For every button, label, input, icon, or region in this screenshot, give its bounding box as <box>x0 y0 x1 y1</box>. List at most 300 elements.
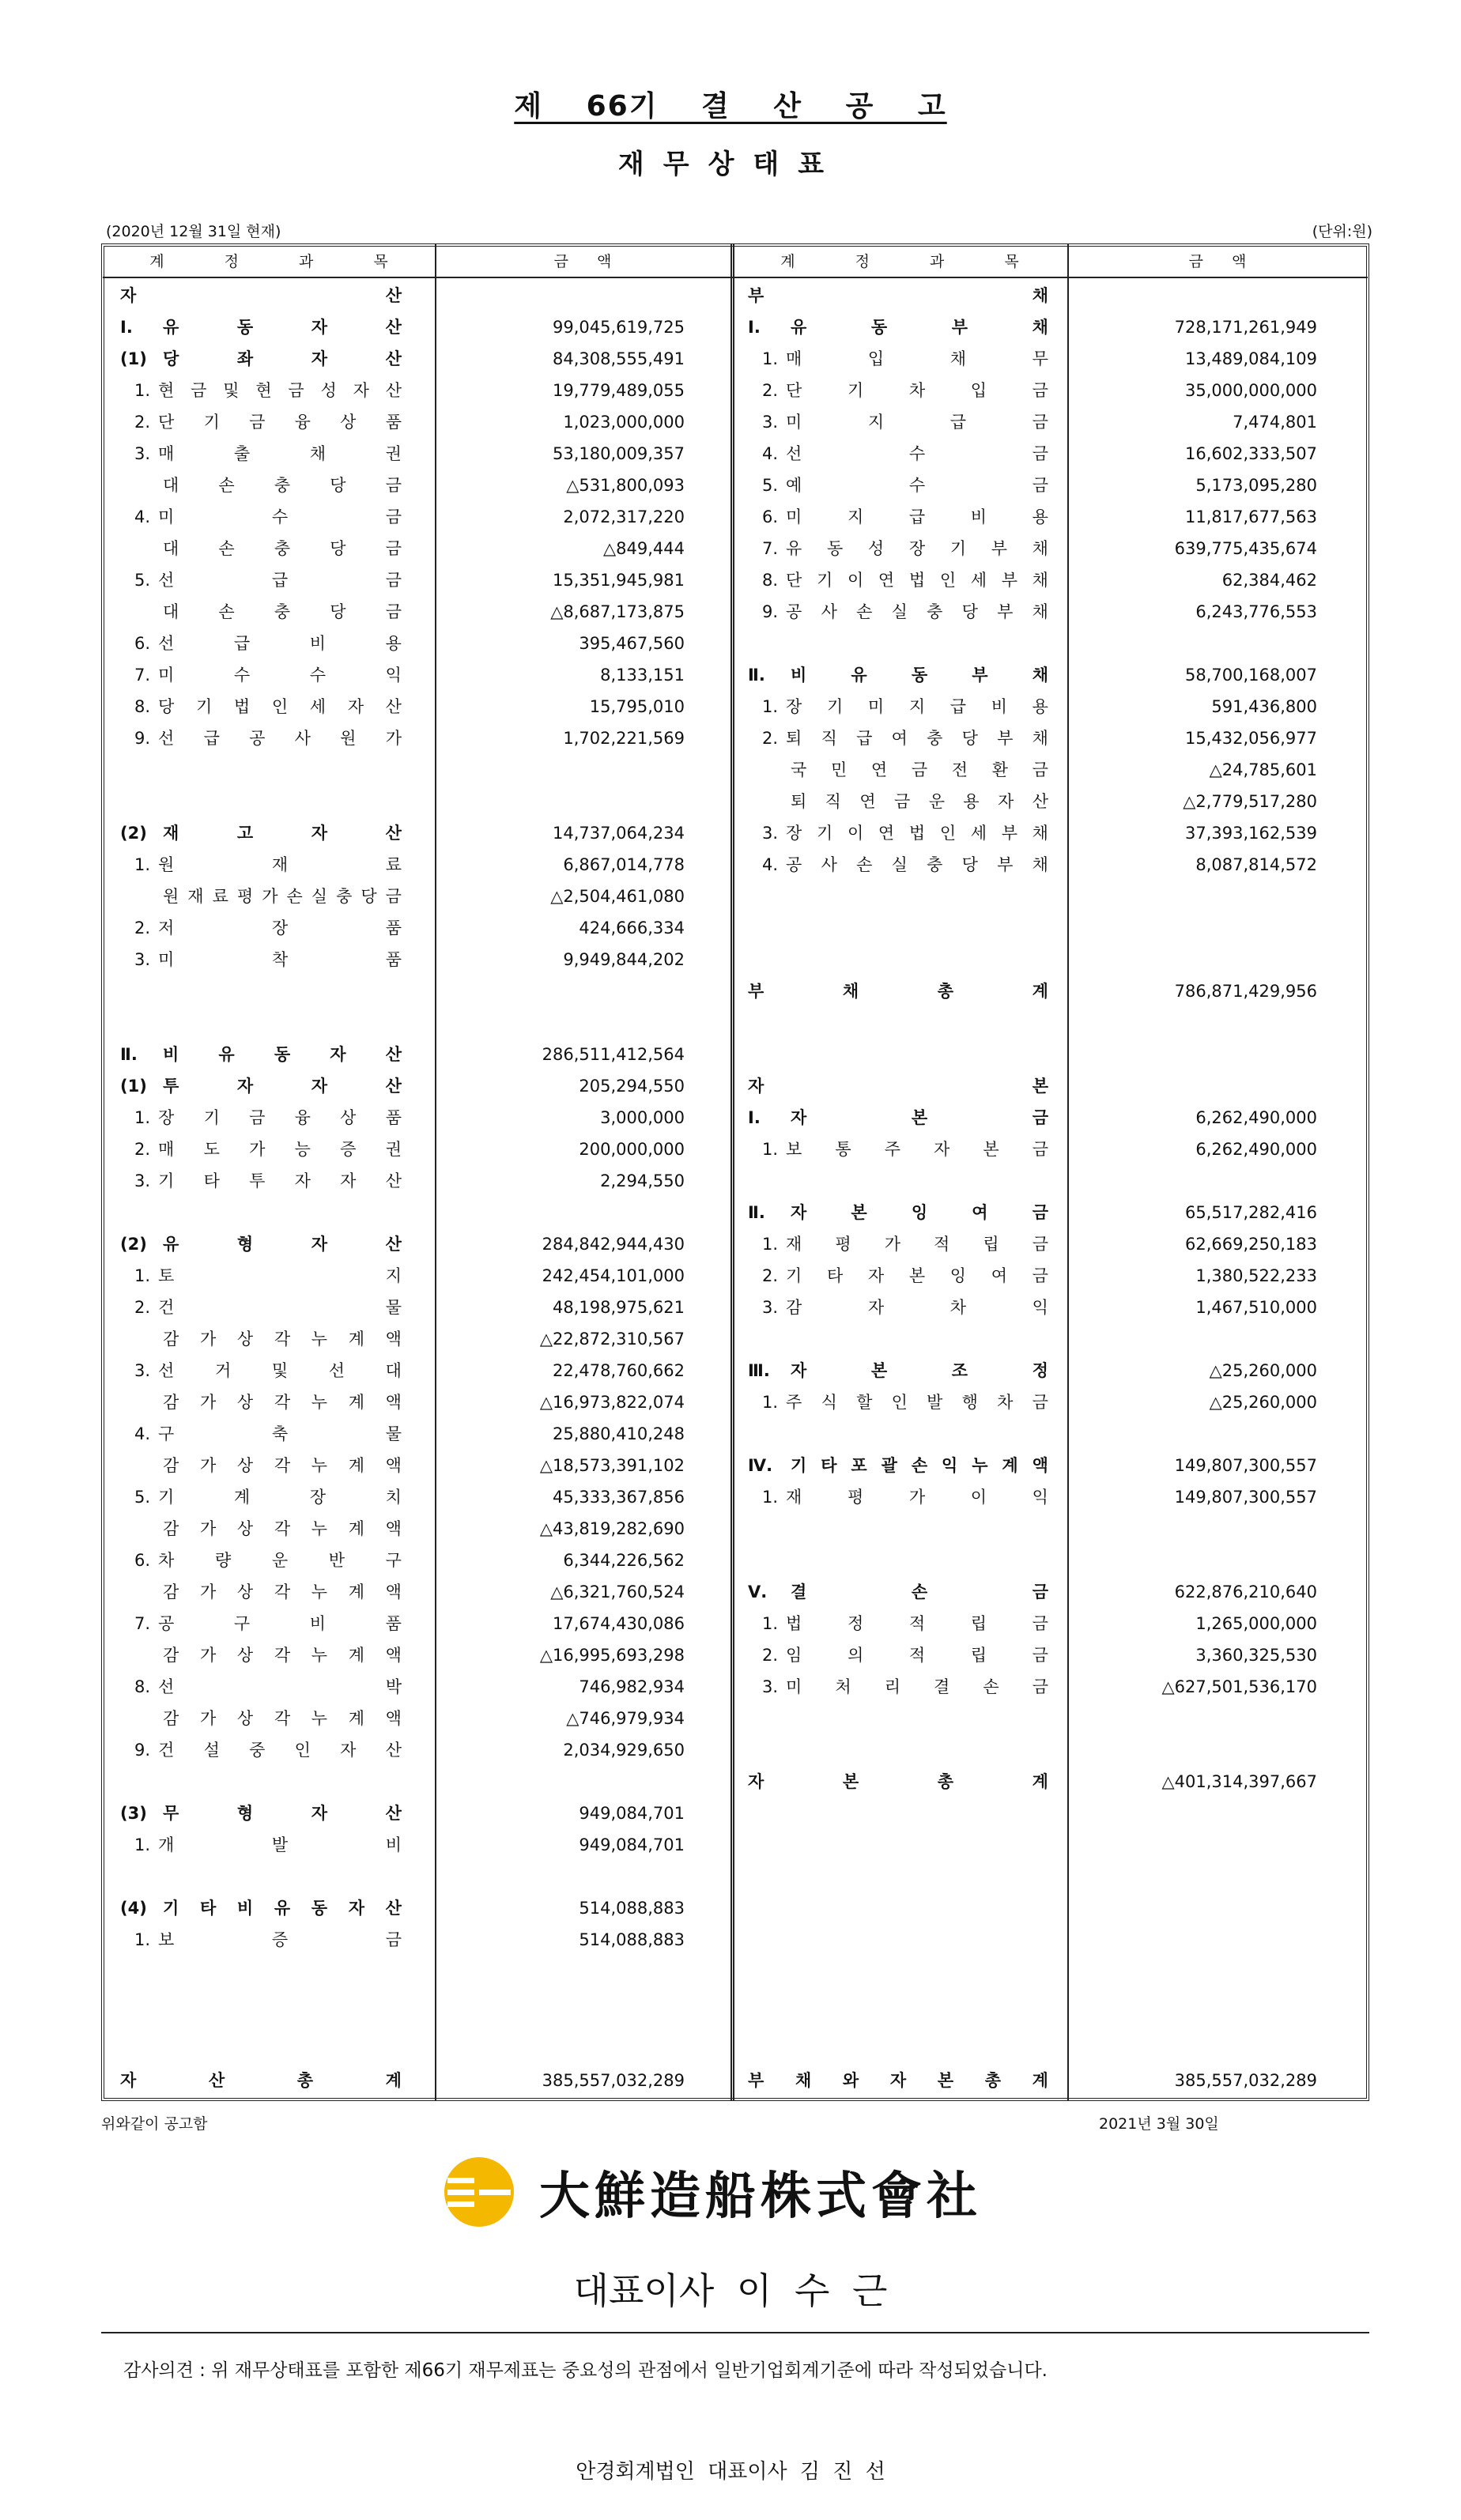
table-row-left <box>0 1924 1461 1956</box>
account-amount: 6,243,776,553 <box>1195 602 1317 621</box>
table-row-right <box>0 406 1461 438</box>
account-prefix: 8. <box>134 697 151 716</box>
account-prefix: Ⅱ. <box>748 1203 765 1222</box>
table-row-right <box>0 1228 1461 1260</box>
account-label <box>120 1892 402 1924</box>
account-name: 미 수 수 익 <box>158 666 402 685</box>
table-row-right <box>0 1323 1461 1355</box>
table-row-right <box>0 659 1461 691</box>
account-label <box>120 1798 402 1829</box>
table-row-right <box>0 1386 1461 1418</box>
account-label <box>791 754 1048 786</box>
account-amount: 62,384,462 <box>1221 571 1317 590</box>
account-prefix: 2. <box>134 1298 151 1317</box>
table-row-left <box>0 1829 1461 1861</box>
account-amount: 84,308,555,491 <box>553 349 685 368</box>
account-label <box>748 881 1048 912</box>
account-label <box>762 1608 1048 1639</box>
account-amount: 35,000,000,000 <box>1185 381 1317 400</box>
account-prefix: 3. <box>762 824 779 843</box>
account-label <box>762 1639 1048 1671</box>
account-label <box>748 311 1048 343</box>
account-amount: 37,393,162,539 <box>1185 824 1317 843</box>
account-name: 유 동 자 산 <box>163 318 402 337</box>
account-name: 기 타 투 자 자 산 <box>158 1171 402 1190</box>
table-row-right <box>0 754 1461 786</box>
account-amount: △16,995,693,298 <box>539 1646 685 1665</box>
account-amount: 13,489,084,109 <box>1185 349 1317 368</box>
table-row-right <box>0 1734 1461 1766</box>
header-account-left: 계 정 과 목 <box>149 253 388 270</box>
account-prefix: 2. <box>134 413 151 432</box>
account-prefix: 8. <box>762 571 779 590</box>
account-amount: 514,088,883 <box>579 1930 685 1949</box>
account-amount: 149,807,300,557 <box>1174 1488 1317 1507</box>
table-row-right <box>0 470 1461 501</box>
account-name: 선 급 비 용 <box>158 634 402 653</box>
account-label <box>762 849 1048 881</box>
account-prefix: 1. <box>134 381 151 400</box>
table-row-right <box>0 1197 1461 1228</box>
account-prefix: (4) <box>120 1899 147 1918</box>
account-name: 대 손 충 당 금 <box>163 539 402 558</box>
account-prefix: 3. <box>134 950 151 969</box>
account-amount: 11,817,677,563 <box>1185 507 1317 526</box>
account-prefix: 1. <box>762 1393 779 1412</box>
account-name: 유 동 부 채 <box>791 318 1048 337</box>
account-amount: 149,807,300,557 <box>1174 1456 1317 1475</box>
table-row-right <box>0 1513 1461 1545</box>
account-prefix: 5. <box>134 571 151 590</box>
auditor-signature: 안경회계법인 대표이사 김 진 선 <box>576 2460 885 2484</box>
account-prefix: (2) <box>120 1235 147 1254</box>
account-name: 미 착 품 <box>158 950 402 969</box>
account-prefix: 1. <box>762 1235 779 1254</box>
page-subtitle: 재무상태표 <box>617 149 844 180</box>
account-name: 토 지 <box>158 1266 402 1285</box>
account-amount: 514,088,883 <box>579 1899 685 1918</box>
table-row-right <box>0 881 1461 912</box>
account-amount: △531,800,093 <box>566 476 685 495</box>
account-amount: △746,979,934 <box>566 1709 685 1728</box>
account-prefix: 9. <box>762 602 779 621</box>
account-amount: 19,779,489,055 <box>553 381 685 400</box>
account-label <box>762 1386 1048 1418</box>
account-prefix: 4. <box>134 507 151 526</box>
account-name: 감 가 상 각 누 계 액 <box>163 1393 402 1412</box>
account-name: 건 설 중 인 자 산 <box>158 1741 402 1760</box>
account-name: 공 구 비 품 <box>158 1614 402 1633</box>
account-prefix: 6. <box>762 507 779 526</box>
header-divider <box>103 277 1368 278</box>
account-label <box>762 1292 1048 1323</box>
table-row-right <box>0 1007 1461 1039</box>
account-prefix: Ⅳ. <box>748 1456 773 1475</box>
account-name: 건 물 <box>158 1298 402 1317</box>
account-name: 미 지 급 금 <box>786 413 1048 432</box>
table-row-right <box>0 1165 1461 1197</box>
account-amount: 949,084,701 <box>579 1835 685 1854</box>
table-row-right <box>0 596 1461 628</box>
account-prefix: 1. <box>762 349 779 368</box>
account-name: 보 통 주 자 본 금 <box>786 1140 1048 1159</box>
account-name: 주 식 할 인 발 행 차 금 <box>786 1393 1048 1412</box>
account-prefix: 4. <box>762 444 779 463</box>
account-name: 기 계 장 치 <box>158 1488 402 1507</box>
table-row-right <box>0 280 1461 311</box>
account-amount: 7,474,801 <box>1233 413 1317 432</box>
account-name: 장 기 미 지 급 비 용 <box>786 697 1048 716</box>
account-name: 자 산 <box>120 286 402 305</box>
account-amount: 200,000,000 <box>579 1140 685 1159</box>
account-amount: 14,737,064,234 <box>553 824 685 843</box>
account-prefix: (1) <box>120 1077 147 1096</box>
account-prefix: 2. <box>762 729 779 748</box>
table-row-right <box>0 1608 1461 1639</box>
account-amount: △2,779,517,280 <box>1183 792 1317 811</box>
table-row-right <box>0 849 1461 881</box>
account-amount: 8,087,814,572 <box>1195 855 1317 874</box>
account-amount: 6,262,490,000 <box>1195 1140 1317 1159</box>
table-row-right <box>0 1671 1461 1703</box>
unit-note: (단위:원) <box>1312 223 1372 240</box>
account-amount: 1,702,221,569 <box>563 729 685 748</box>
account-prefix: 9. <box>134 729 151 748</box>
account-name: 장 기 이 연 법 인 세 부 채 <box>786 824 1048 843</box>
account-label <box>748 1355 1048 1386</box>
account-label <box>748 1070 1048 1102</box>
account-amount: 3,360,325,530 <box>1195 1646 1317 1665</box>
account-prefix: 1. <box>134 1266 151 1285</box>
table-row-right <box>0 1260 1461 1292</box>
account-name: 단 기 차 입 금 <box>786 381 1048 400</box>
account-amount: 53,180,009,357 <box>553 444 685 463</box>
account-label <box>762 406 1048 438</box>
account-name: 보 증 금 <box>158 1930 402 1949</box>
account-amount: 2,072,317,220 <box>563 507 685 526</box>
total-amount-left: 385,557,032,289 <box>542 2071 685 2090</box>
account-amount: 3,000,000 <box>600 1108 685 1127</box>
account-name: 단 기 이 연 법 인 세 부 채 <box>786 571 1048 590</box>
table-row-right <box>0 1481 1461 1513</box>
account-name: 당 기 법 인 세 자 산 <box>158 697 402 716</box>
account-name: 감 가 상 각 누 계 액 <box>163 1709 402 1728</box>
account-amount: 15,351,945,981 <box>553 571 685 590</box>
account-prefix: Ⅲ. <box>748 1361 770 1380</box>
table-row-right <box>0 1766 1461 1798</box>
company-logo <box>443 2156 1059 2228</box>
account-prefix: 1. <box>134 1108 151 1127</box>
account-name: 선 수 금 <box>786 444 1048 463</box>
account-prefix: 2. <box>762 1266 779 1285</box>
account-amount: 1,265,000,000 <box>1195 1614 1317 1633</box>
account-name: 재 평 가 적 립 금 <box>786 1235 1048 1254</box>
table-row-right <box>0 1450 1461 1481</box>
account-prefix: 3. <box>134 444 151 463</box>
account-name: 비 유 동 부 채 <box>791 666 1048 685</box>
account-amount: 9,949,844,202 <box>563 950 685 969</box>
account-label <box>748 912 1048 944</box>
account-label <box>748 628 1048 659</box>
account-name: 자 본 잉 여 금 <box>791 1203 1048 1222</box>
account-prefix: Ⅱ. <box>120 1045 138 1064</box>
account-name: 장 기 금 융 상 품 <box>158 1108 402 1127</box>
table-row-right <box>0 1576 1461 1608</box>
account-prefix: 3. <box>762 413 779 432</box>
account-name: 대 손 충 당 금 <box>163 602 402 621</box>
account-amount: 286,511,412,564 <box>542 1045 685 1064</box>
account-amount: 25,880,410,248 <box>553 1424 685 1443</box>
company-name: 大鮮造船株式會社 <box>539 2167 982 2226</box>
account-amount: 395,467,560 <box>579 634 685 653</box>
account-prefix: 4. <box>134 1424 151 1443</box>
account-name: 임 의 적 립 금 <box>786 1646 1048 1665</box>
account-prefix: Ⅰ. <box>748 1108 761 1127</box>
announce-date: 2021년 3월 30일 <box>1099 2115 1219 2133</box>
account-name: 자 본 총 계 <box>748 1772 1048 1791</box>
account-amount: 6,344,226,562 <box>563 1551 685 1570</box>
account-amount: 2,034,929,650 <box>563 1741 685 1760</box>
account-amount: 6,262,490,000 <box>1195 1108 1317 1127</box>
account-name: 기 타 비 유 동 자 산 <box>163 1899 402 1918</box>
table-row-right <box>0 944 1461 975</box>
account-name: 선 박 <box>158 1677 402 1696</box>
account-prefix: 2. <box>762 1646 779 1665</box>
account-name: 유 동 성 장 기 부 채 <box>786 539 1048 558</box>
account-name: 대 손 충 당 금 <box>163 476 402 495</box>
account-label <box>134 1829 402 1861</box>
total-label-left: 자 산 총 계 <box>120 2071 402 2090</box>
account-label <box>748 1323 1048 1355</box>
table-row-right <box>0 817 1461 849</box>
account-name: 선 거 및 선 대 <box>158 1361 402 1380</box>
table-row-right <box>0 975 1461 1007</box>
account-amount: 17,674,430,086 <box>553 1614 685 1633</box>
account-prefix: 3. <box>134 1361 151 1380</box>
account-name: 자 본 금 <box>791 1108 1048 1127</box>
account-name: 부 채 <box>748 286 1048 305</box>
account-prefix: 1. <box>762 1488 779 1507</box>
account-name: 법 정 적 립 금 <box>786 1614 1048 1633</box>
account-label <box>762 1260 1048 1292</box>
account-name: 매 출 채 권 <box>158 444 402 463</box>
account-label <box>762 343 1048 375</box>
account-prefix: Ⅰ. <box>748 318 761 337</box>
account-name: 유 형 자 산 <box>163 1235 402 1254</box>
account-prefix: 5. <box>762 476 779 495</box>
table-row-right <box>0 501 1461 533</box>
account-amount: 622,876,210,640 <box>1174 1583 1317 1601</box>
account-label <box>762 501 1048 533</box>
account-label <box>748 975 1048 1007</box>
account-label <box>762 817 1048 849</box>
table-row-right <box>0 1292 1461 1323</box>
table-row-right <box>0 1134 1461 1165</box>
account-label <box>748 1039 1048 1070</box>
account-label <box>762 691 1048 722</box>
account-label <box>748 1734 1048 1766</box>
account-label <box>748 1703 1048 1734</box>
account-prefix: 2. <box>134 1140 151 1159</box>
account-amount: 6,867,014,778 <box>563 855 685 874</box>
table-row-right <box>0 375 1461 406</box>
account-prefix: (2) <box>120 824 147 843</box>
table-row-right <box>0 691 1461 722</box>
account-amount: △25,260,000 <box>1209 1361 1317 1380</box>
account-prefix: Ⅰ. <box>120 318 133 337</box>
account-name: 재 고 자 산 <box>163 824 402 843</box>
account-label <box>762 1671 1048 1703</box>
account-name: 비 유 동 자 산 <box>163 1045 402 1064</box>
account-amount: △25,260,000 <box>1209 1393 1317 1412</box>
account-name: 퇴 직 연 금 운 용 자 산 <box>791 792 1048 811</box>
account-name: 감 가 상 각 누 계 액 <box>163 1330 402 1349</box>
account-prefix: 9. <box>134 1741 151 1760</box>
table-row-right <box>0 311 1461 343</box>
account-amount: 746,982,934 <box>579 1677 685 1696</box>
account-prefix: 1. <box>762 1614 779 1633</box>
account-label <box>748 280 1048 311</box>
account-name: 국 민 연 금 전 환 금 <box>791 760 1048 779</box>
account-amount: 786,871,429,956 <box>1174 982 1317 1001</box>
account-prefix: Ⅴ. <box>748 1583 768 1601</box>
account-name: 재 평 가 이 익 <box>786 1488 1048 1507</box>
date-note: (2020년 12월 31일 현재) <box>106 223 281 240</box>
account-label <box>748 944 1048 975</box>
account-name: 자 본 조 정 <box>791 1361 1048 1380</box>
account-name: 기 타 포 괄 손 익 누 계 액 <box>791 1456 1048 1475</box>
footer-divider <box>101 2332 1369 2333</box>
table-row-right <box>0 533 1461 564</box>
account-prefix: 3. <box>762 1677 779 1696</box>
account-amount: 48,198,975,621 <box>553 1298 685 1317</box>
account-name: 퇴 직 급 여 충 당 부 채 <box>786 729 1048 748</box>
account-prefix: 4. <box>762 855 779 874</box>
header-amount-left: 금 액 <box>553 253 612 270</box>
account-name: 개 발 비 <box>158 1835 402 1854</box>
account-name: 감 자 차 익 <box>786 1298 1048 1317</box>
account-label <box>762 470 1048 501</box>
account-prefix: (1) <box>120 349 147 368</box>
account-label <box>762 596 1048 628</box>
account-label <box>748 1007 1048 1039</box>
account-prefix: (3) <box>120 1804 147 1823</box>
header-account-right: 계 정 과 목 <box>780 253 1019 270</box>
account-prefix: Ⅱ. <box>748 666 765 685</box>
account-name: 선 급 공 사 원 가 <box>158 729 402 748</box>
representative: 대표이사 이 수 근 <box>573 2269 888 2312</box>
account-label <box>762 722 1048 754</box>
account-label <box>748 1165 1048 1197</box>
account-name: 부 채 총 계 <box>748 982 1048 1001</box>
account-name: 감 가 상 각 누 계 액 <box>163 1646 402 1665</box>
account-amount: 15,432,056,977 <box>1185 729 1317 748</box>
table-row-right <box>0 1102 1461 1134</box>
account-amount: 5,173,095,280 <box>1195 476 1317 495</box>
announce-text: 위와같이 공고함 <box>101 2115 208 2133</box>
account-label <box>120 1861 402 1892</box>
account-prefix: 2. <box>134 919 151 937</box>
account-prefix: 7. <box>134 666 151 685</box>
total-row-right <box>0 2065 1461 2096</box>
total-label-right: 부 채 와 자 본 총 계 <box>748 2071 1048 2090</box>
account-label <box>762 564 1048 596</box>
account-label <box>134 1924 402 1956</box>
account-name: 미 처 리 결 손 금 <box>786 1677 1048 1696</box>
account-name: 매 입 채 무 <box>786 349 1048 368</box>
account-label <box>762 533 1048 564</box>
account-label <box>762 1481 1048 1513</box>
account-amount: 2,294,550 <box>600 1171 685 1190</box>
account-name: 미 지 급 비 용 <box>786 507 1048 526</box>
account-amount: 8,133,151 <box>600 666 685 685</box>
account-label <box>748 1102 1048 1134</box>
total-amount-right: 385,557,032,289 <box>1174 2071 1317 2090</box>
account-name: 공 사 손 실 충 당 부 채 <box>786 855 1048 874</box>
table-row-right <box>0 722 1461 754</box>
account-amount: 242,454,101,000 <box>542 1266 685 1285</box>
account-name: 원 재 료 평 가 손 실 충 당 금 <box>163 887 402 906</box>
account-name: 현 금 및 현 금 성 자 산 <box>158 381 402 400</box>
table-row-right <box>0 1418 1461 1450</box>
account-name: 예 수 금 <box>786 476 1048 495</box>
account-name: 감 가 상 각 누 계 액 <box>163 1583 402 1601</box>
account-name: 단 기 금 융 상 품 <box>158 413 402 432</box>
account-name: 자 본 <box>748 1077 1048 1096</box>
account-prefix: 1. <box>762 697 779 716</box>
account-name: 공 사 손 실 충 당 부 채 <box>786 602 1048 621</box>
account-label <box>748 1450 1048 1481</box>
account-label <box>762 1134 1048 1165</box>
account-amount: 728,171,261,949 <box>1174 318 1317 337</box>
table-row-right <box>0 343 1461 375</box>
account-amount: 15,795,010 <box>589 697 685 716</box>
account-amount: △849,444 <box>603 539 685 558</box>
account-name: 구 축 물 <box>158 1424 402 1443</box>
account-prefix: 6. <box>134 634 151 653</box>
table-row-right <box>0 1639 1461 1671</box>
table-row-right <box>0 628 1461 659</box>
table-row-right <box>0 1703 1461 1734</box>
account-name: 감 가 상 각 누 계 액 <box>163 1519 402 1538</box>
account-label <box>748 1576 1048 1608</box>
account-prefix: 1. <box>762 1140 779 1159</box>
account-prefix: 3. <box>134 1171 151 1190</box>
account-label <box>762 438 1048 470</box>
table-row-right <box>0 1355 1461 1386</box>
account-prefix: 1. <box>134 1930 151 1949</box>
account-prefix: 3. <box>762 1298 779 1317</box>
account-amount: 205,294,550 <box>579 1077 685 1096</box>
account-label <box>791 786 1048 817</box>
account-amount: △401,314,397,667 <box>1161 1772 1317 1791</box>
account-amount: △22,872,310,567 <box>539 1330 685 1349</box>
account-label <box>748 1766 1048 1798</box>
account-name: 당 좌 자 산 <box>163 349 402 368</box>
account-label <box>748 1545 1048 1576</box>
account-name: 결 손 금 <box>791 1583 1048 1601</box>
account-prefix: 1. <box>134 1835 151 1854</box>
account-prefix: 7. <box>134 1614 151 1633</box>
account-amount: △24,785,601 <box>1209 760 1317 779</box>
table-row-right <box>0 912 1461 944</box>
account-name: 선 급 금 <box>158 571 402 590</box>
account-label <box>748 1418 1048 1450</box>
account-amount: 424,666,334 <box>579 919 685 937</box>
account-name: 무 형 자 산 <box>163 1804 402 1823</box>
company-emblem-icon <box>443 2156 515 2228</box>
account-amount: 639,775,435,674 <box>1174 539 1317 558</box>
